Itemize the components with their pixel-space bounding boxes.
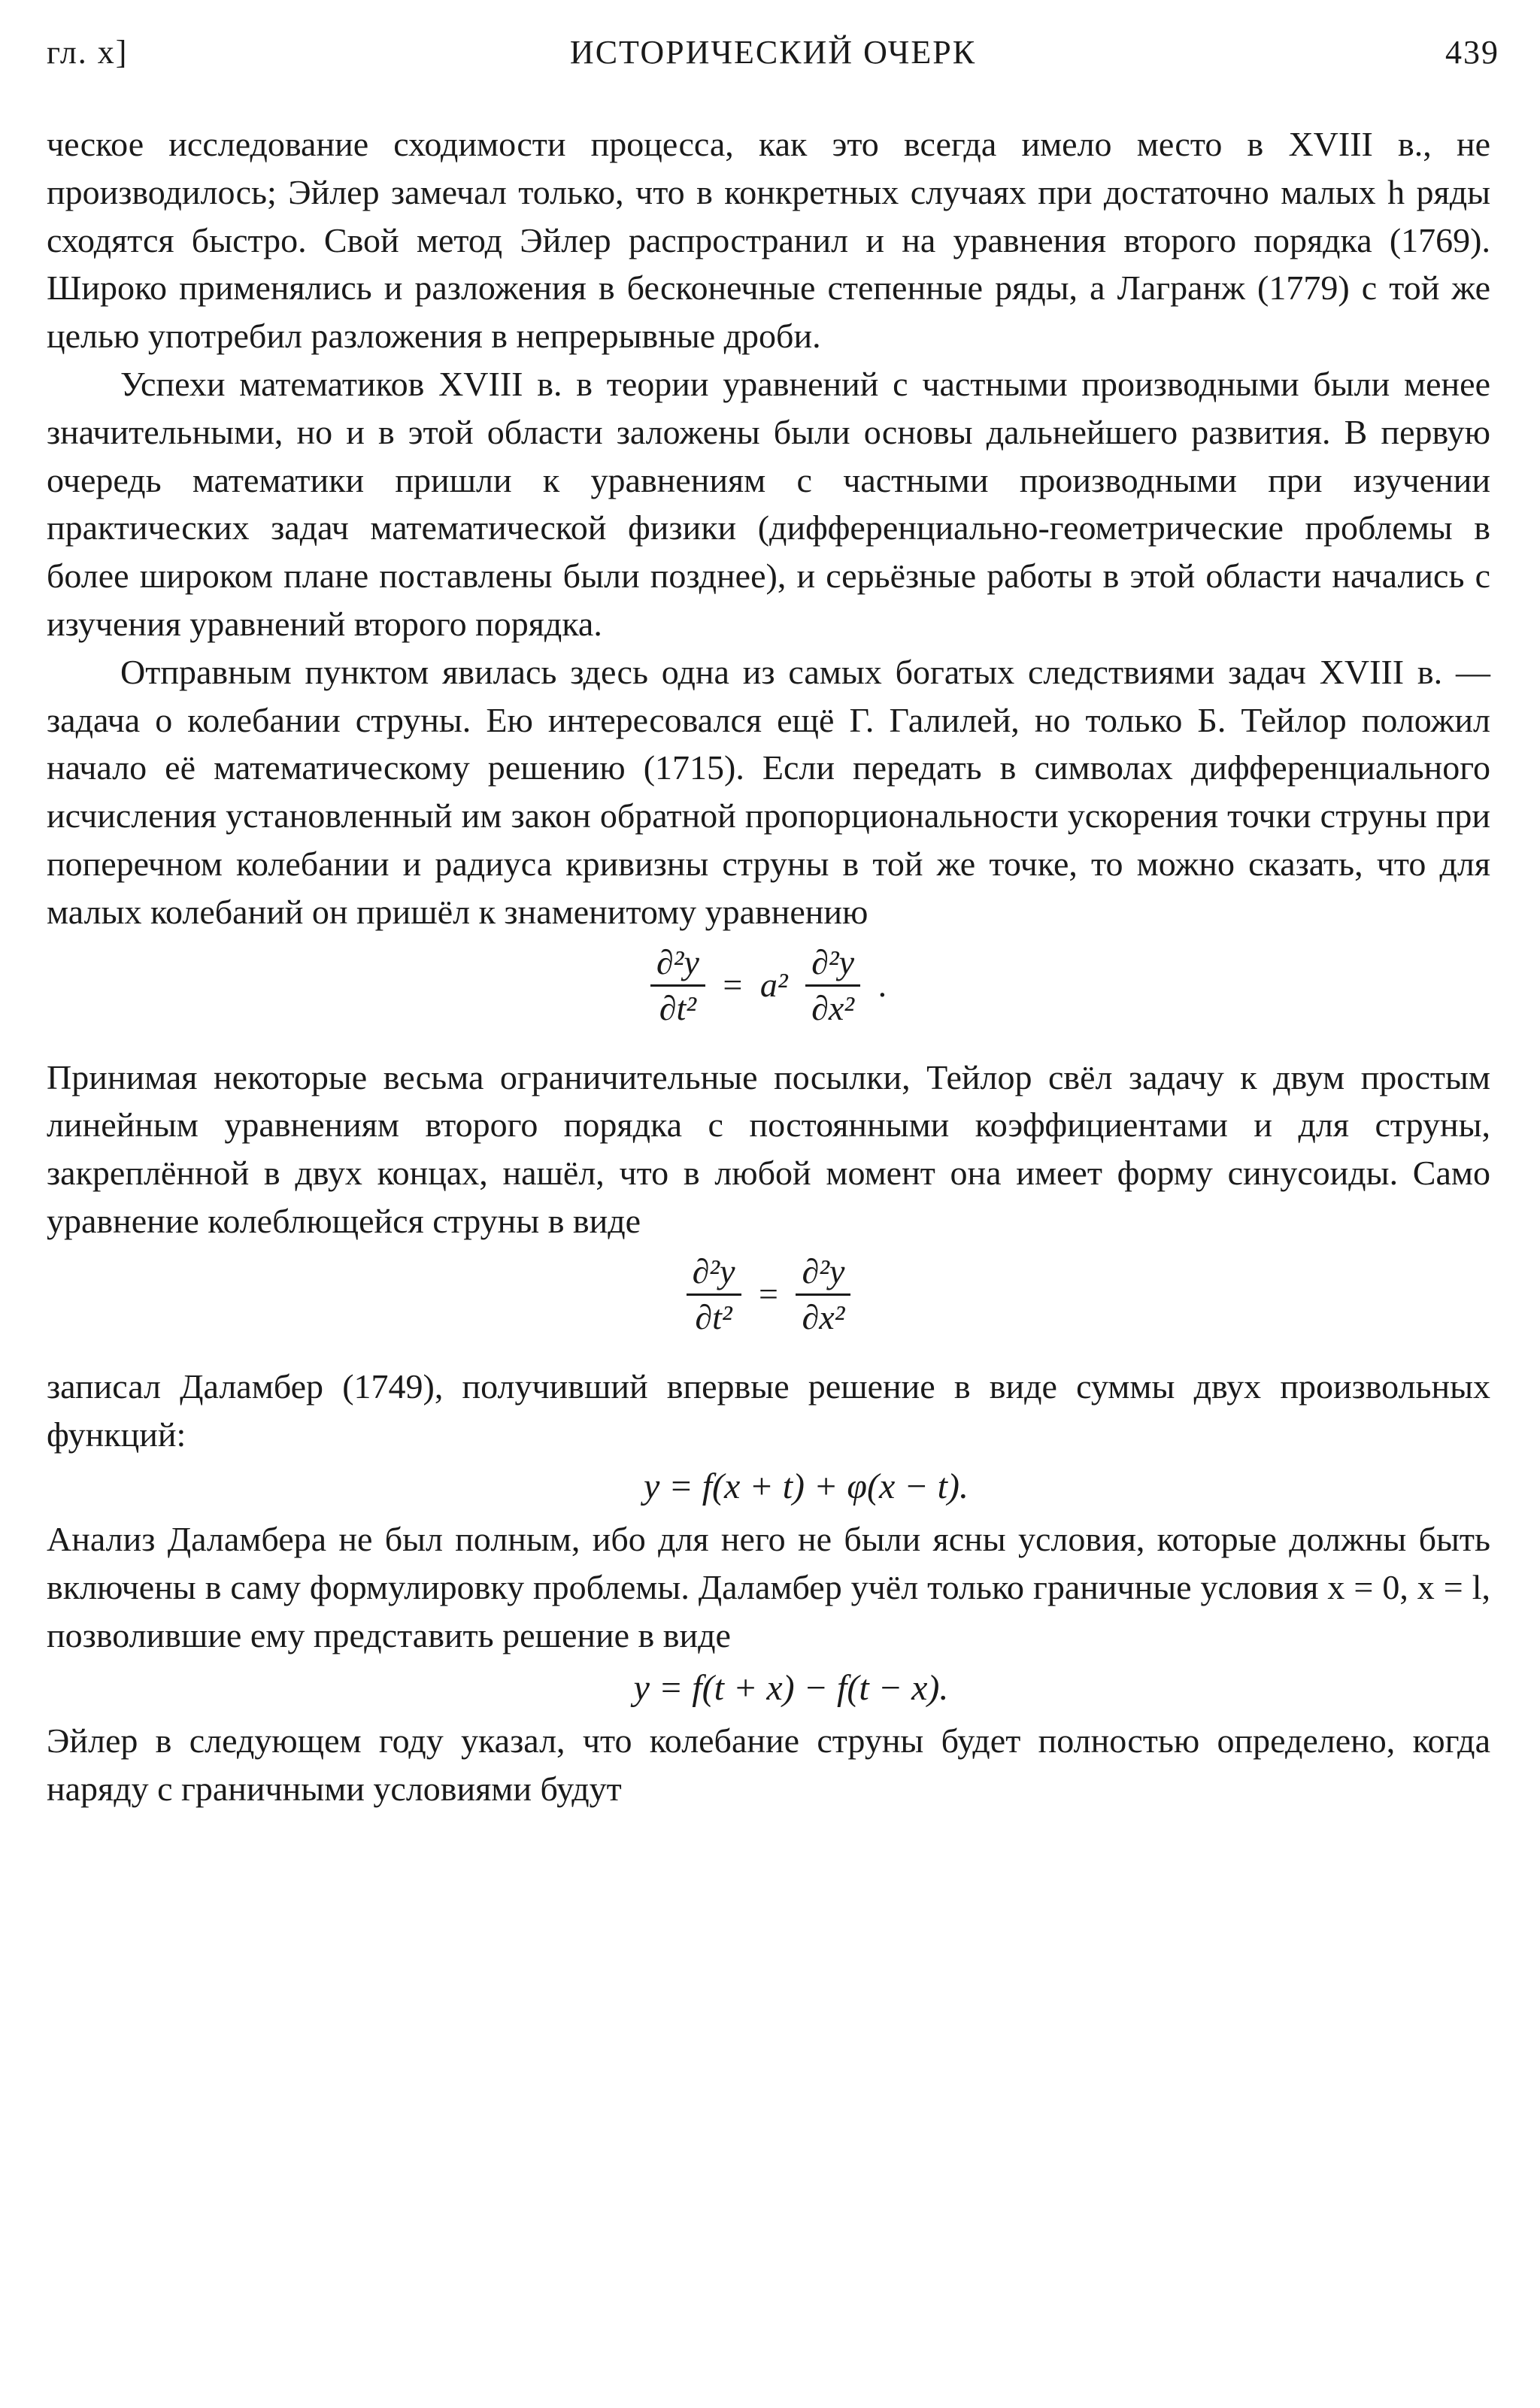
wave-equation <box>47 1245 1490 1363</box>
numerator: ∂²y <box>796 1250 850 1296</box>
denominator: ∂t² <box>659 988 697 1027</box>
paragraph-3: Отправным пунктом явилась здесь одна из самых богатых следствиями задач XVIII в. — задача о колебании струны. Ею интересовался ещё Г. Галилей, но только Б. Тейлор положил начало её математическому решению (1715). Если передать в символах дифференциального исчисления установленный им закон обратной пропорциональности ускорения точки струны при поперечном колебании и радиуса кривизны струны в той же точке, то можно сказать, что для малых колебаний он пришёл к знаменитому уравнению <box>47 652 1490 931</box>
period: . <box>878 966 887 1005</box>
numerator: ∂²y <box>805 941 860 987</box>
fraction-rhs <box>796 1250 850 1339</box>
denominator: ∂x² <box>811 988 855 1027</box>
wave-equation-with-coefficient <box>47 936 1490 1054</box>
page-number: 439 <box>1445 34 1499 71</box>
body-text <box>47 120 1490 1812</box>
paragraph-4: Принимая некоторые весьма ограничительные посылки, Тейлор свёл задачу к двум простым линейным уравнениям второго порядка с постоянными коэффициентами и для струны, закреплённой в двух концах, нашёл, что в любой момент она имеет форму синусоиды. Само уравнение колеблющейся струны в виде <box>47 1057 1490 1240</box>
fraction-lhs <box>650 941 705 1030</box>
paragraph-6: Анализ Даламбера не был полным, ибо для него не были ясны условия, которые должны быть включены в саму формулировку проблемы. Даламбер учёл только граничные условия x = 0, x = l, позволившие ему представить решение в виде <box>47 1520 1490 1654</box>
dalembert-solution: y = f(x + t) + φ(x − t). <box>644 1466 969 1507</box>
numerator: ∂²y <box>687 1250 741 1296</box>
fraction-rhs <box>805 941 860 1030</box>
equals-sign: = <box>723 966 743 1005</box>
running-title: ИСТОРИЧЕСКИЙ ОЧЕРК <box>569 34 977 71</box>
numerator: ∂²y <box>650 941 705 987</box>
paragraph-5: записал Даламбер (1749), получивший впервые решение в виде суммы двух произвольных функций: <box>47 1366 1490 1454</box>
denominator: ∂x² <box>802 1297 845 1336</box>
chapter-marker: гл. x] <box>47 34 129 71</box>
denominator: ∂t² <box>695 1297 732 1336</box>
running-head <box>47 33 1499 86</box>
paragraph-2: Успехи математиков XVIII в. в теории уравнений с частными производными были менее значительными, но и в этой области заложены были основы дальнейшего развития. В первую очередь математики пришли к уравнениям с частными производными при изучении практических задач математической физики (дифференциально-геометрические проблемы в более широком плане поставлены были позднее), и серьёзные работы в этой области начались с изучения уравнений второго порядка. <box>47 364 1490 643</box>
fraction-lhs <box>687 1250 741 1339</box>
coefficient: a² <box>759 966 788 1005</box>
paragraph-7: Эйлер в следующем году указал, что колебание струны будет полностью определено, когда наряду с граничными условиями будут <box>47 1721 1490 1808</box>
paragraph-1: ческое исследование сходимости процесса, как это всегда имело место в XVIII в., не производилось; Эйлер замечал только, что в конкретных случаях при достаточно малых h ряды сходятся быстро. Свой метод Эйлер распространил и на уравнения второго порядка (1769). Широко применялись и разложения в бесконечные степенные ряды, а Лагранж (1779) с той же целью употребил разложения в непрерывные дроби. <box>47 125 1490 356</box>
dalembert-boundary-solution: y = f(t + x) − f(t − x). <box>633 1667 949 1708</box>
equals-sign: = <box>759 1275 778 1314</box>
